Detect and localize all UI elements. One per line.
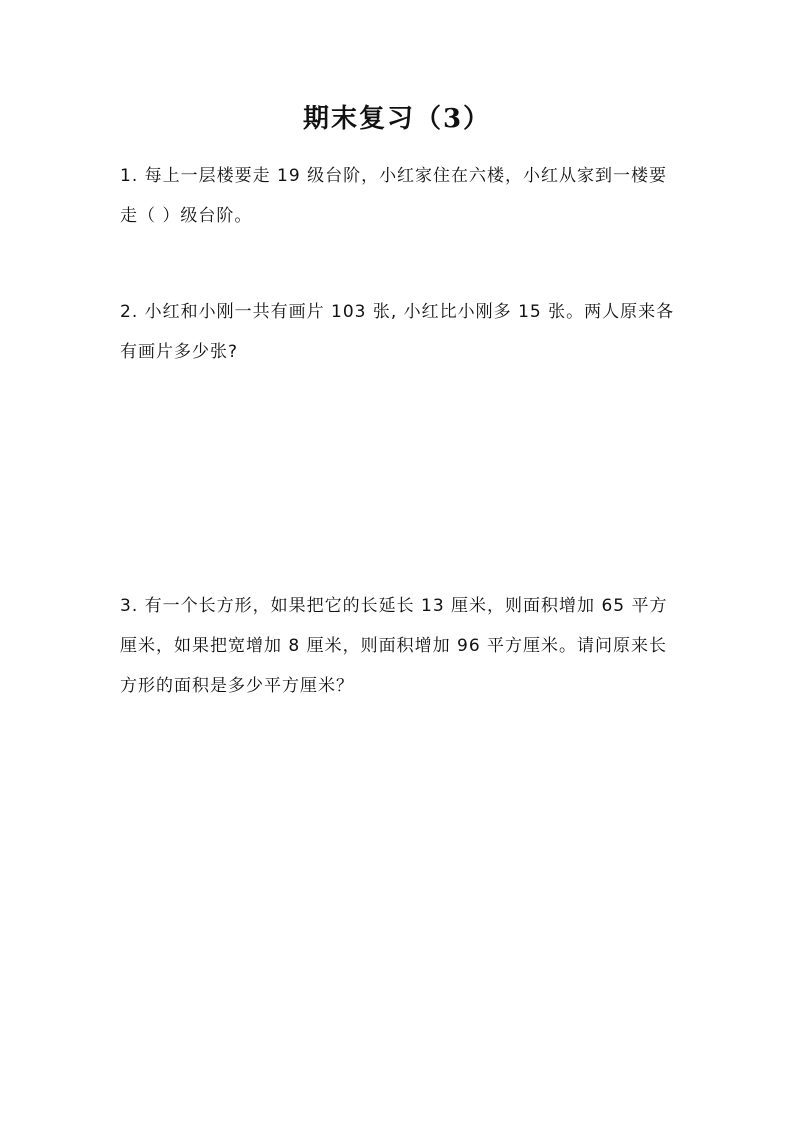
question-1: 1. 每上一层楼要走 19 级台阶，小红家住在六楼，小红从家到一楼要走（ ）级台阶。 [120, 166, 668, 226]
page-title: 期末复习（3） [302, 104, 492, 134]
question-3: 3. 有一个长方形，如果把它的长延长 13 厘米，则面积增加 65 平方厘米，如果把宽增加 8 厘米，则面积增加 96 平方厘米。请问原来长方形的面积是多少平方厘米？ [120, 596, 668, 696]
question-2: 2. 小红和小刚一共有画片 103 张, 小红比小刚多 15 张。两人原来各有画片多少张? [120, 302, 675, 362]
